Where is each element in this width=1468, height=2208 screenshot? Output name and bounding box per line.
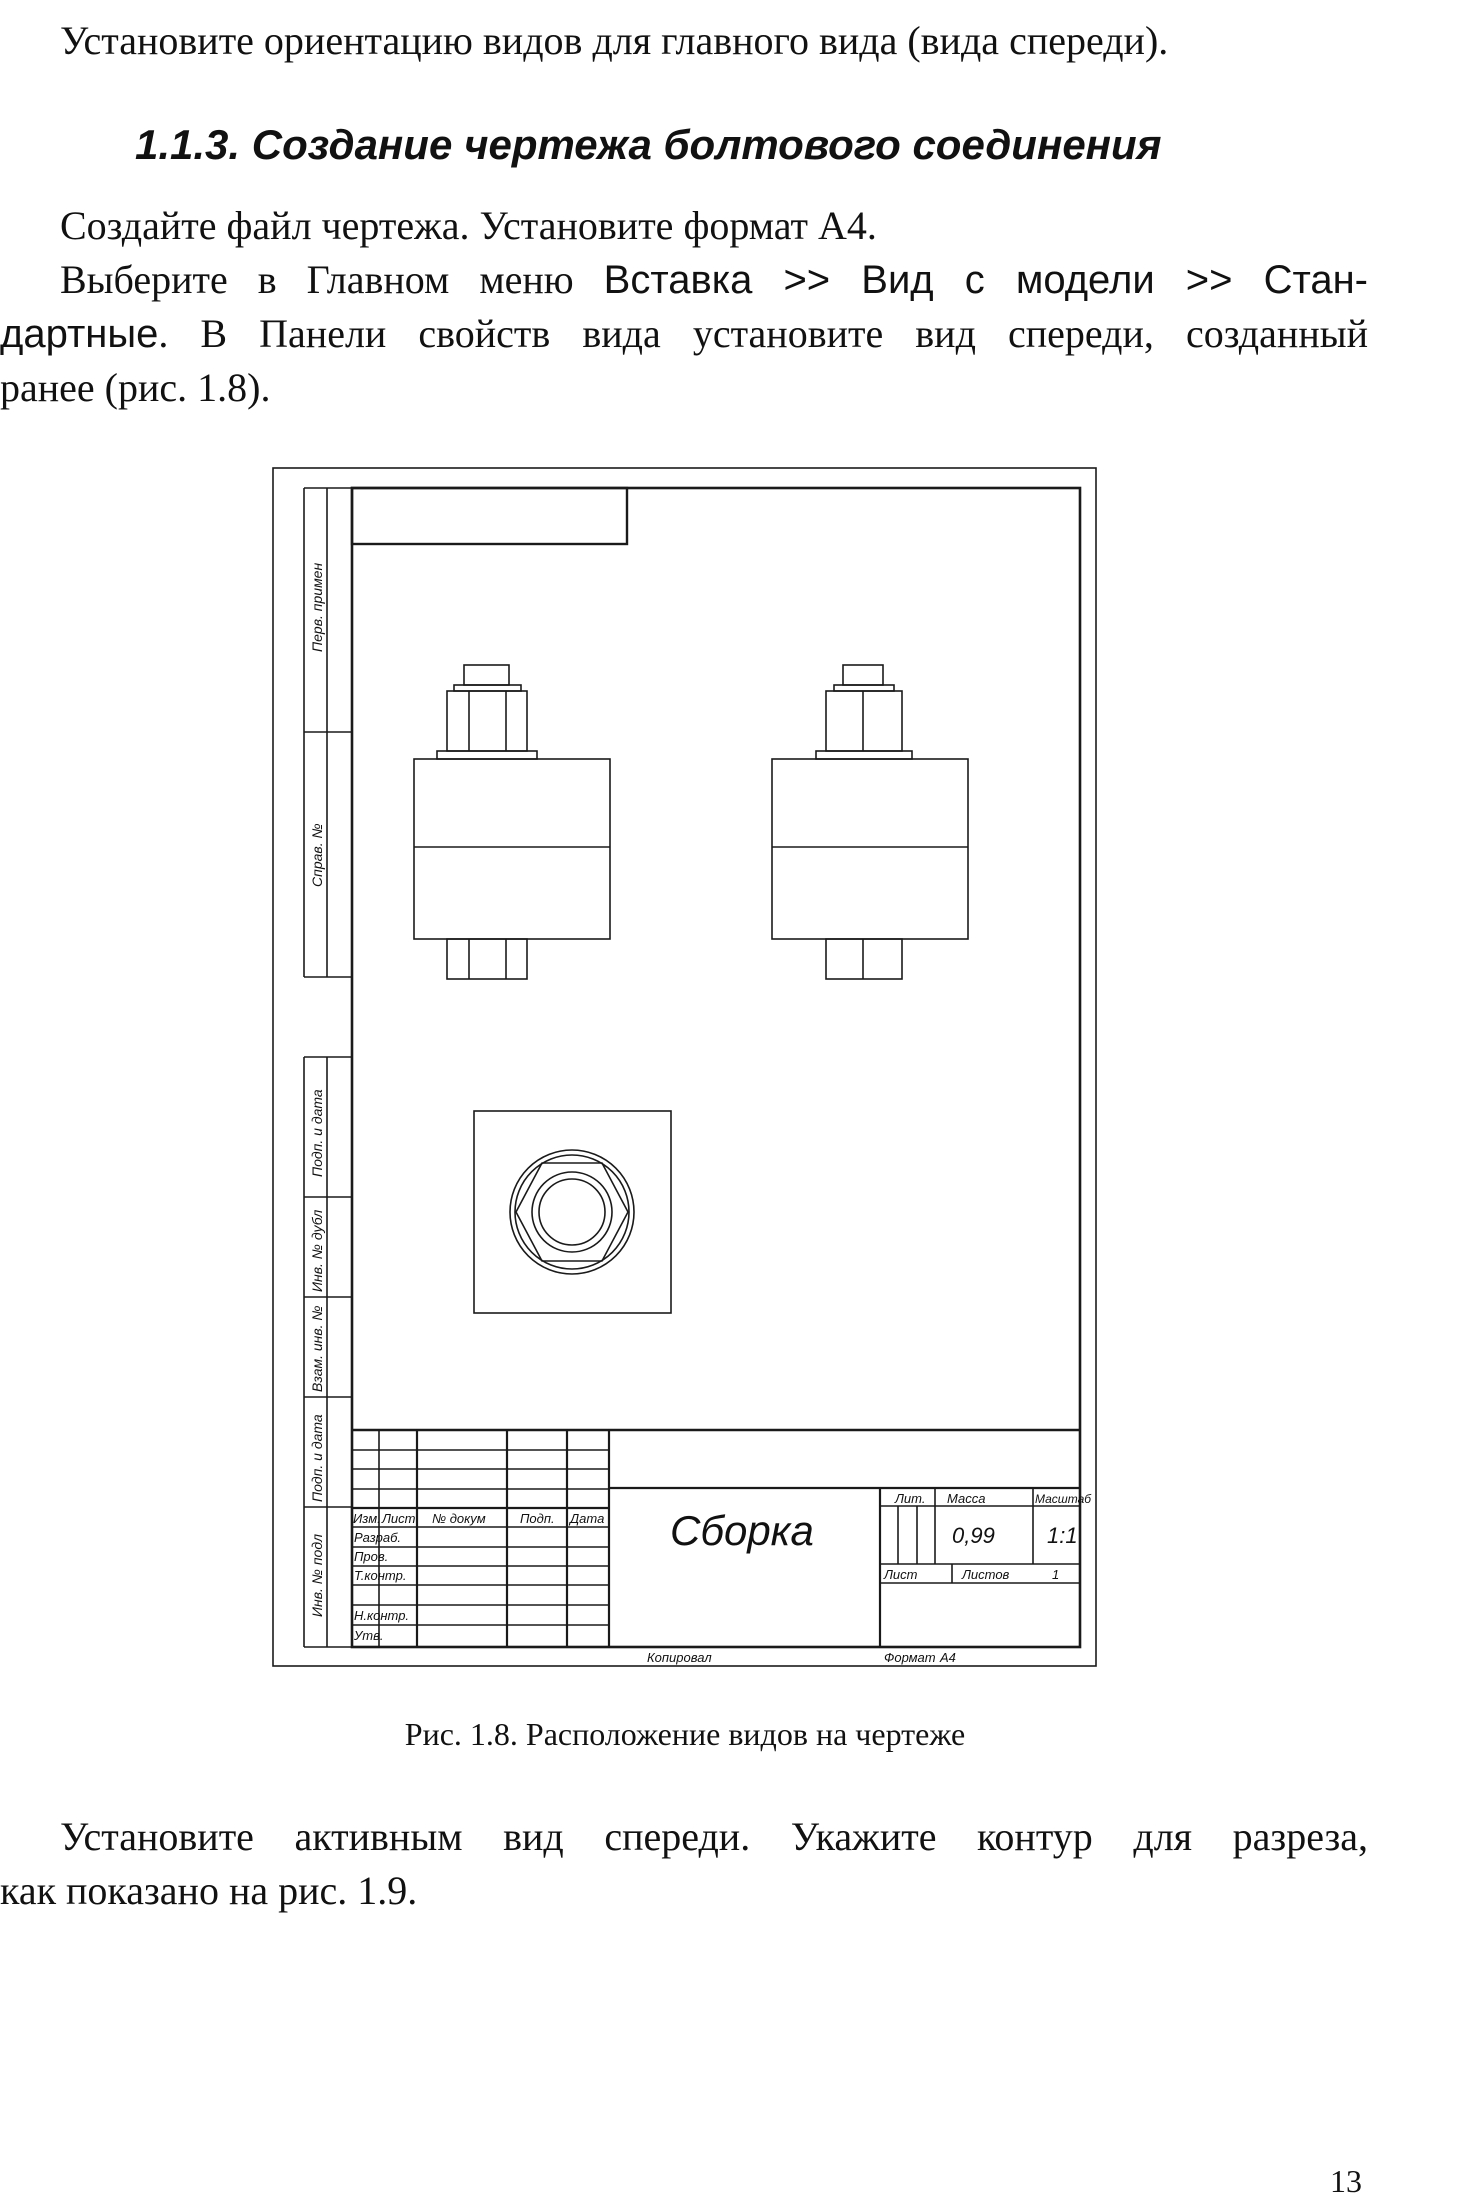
select-paragraph-line2 [0,307,1368,361]
tb-list: Лист [884,1567,918,1582]
sheet-outer-border [273,468,1096,1666]
section-heading: 1.1.3. Создание чертежа болтового соединения [135,121,1162,168]
tb-col-doc: № докум [432,1511,486,1526]
tb-massa: Масса [947,1491,986,1506]
tb-listov-value: 1 [1052,1567,1060,1582]
side-label-inv-dubl: Инв. № дубл [309,1209,325,1292]
activate-paragraph-line2: как показано на рис. 1.9. [0,1868,418,1913]
select-prefix: Выберите в Главном меню [60,257,604,302]
side-label-vzam-inv: Взам. инв. № [309,1305,325,1392]
tb-listov: Листов [962,1567,1010,1582]
tb-format-label: Формат [884,1650,936,1665]
menu-path-part2: дартные [0,312,159,356]
top-left-box [352,488,627,544]
tb-scale-value: 1:1 [1047,1523,1078,1548]
bolt-assembly-side-view [772,665,968,979]
sheet-frame [352,488,1080,1647]
tb-lit: Лит. [895,1491,926,1506]
side-label-perv-primen: Перв. примен [309,562,325,652]
tb-kopiroval: Копировал [647,1650,712,1665]
side-label-inv-podl: Инв. № подл [309,1534,325,1617]
menu-path-part1: Вставка >> Вид с модели >> Стан- [603,258,1368,302]
create-file-paragraph: Создайте файл чертежа. Установите формат А4. [60,203,877,248]
tb-masshtab: Масштаб [1035,1492,1092,1506]
side-label-podp-data-2: Подп. и дата [309,1414,325,1502]
side-label-podp-data-1: Подп. и дата [309,1089,325,1177]
page-number: 13 [1330,2163,1362,2199]
select-suffix: . В Панели свойств вида установите вид спереди, созданный [158,311,1368,356]
activate-paragraph-line1: Установите активным вид спереди. Укажите контур для разреза, [60,1814,1368,1859]
side-label-sprav-no: Справ. № [309,823,325,887]
intro-paragraph: Установите ориентацию видов для главного вида (вида спереди). [60,18,1169,63]
select-paragraph-line3: ранее (рис. 1.8). [0,365,271,410]
tb-utv: Утв. [354,1628,384,1643]
bolt-assembly-front-view [414,665,610,979]
tb-col-list: Лист [382,1511,416,1526]
tb-mass-value: 0,99 [952,1523,995,1548]
tb-nkontr: Н.контр. [354,1608,410,1623]
select-paragraph-line1 [60,253,1368,307]
bolt-assembly-top-view [474,1111,671,1313]
tb-col-izm: Изм. [353,1511,381,1526]
tb-tkontr: Т.контр. [354,1568,407,1583]
tb-title: Сборка [670,1507,814,1554]
tb-col-podp: Подп. [520,1511,555,1526]
tb-razrab: Разраб. [354,1530,402,1545]
figure-caption: Рис. 1.8. Расположение видов на чертеже [404,1716,966,1752]
tb-prov: Пров. [354,1549,389,1564]
tb-col-data: Дата [570,1511,605,1526]
tb-format-value: А4 [940,1650,956,1665]
drawing-figure [272,467,1098,1668]
